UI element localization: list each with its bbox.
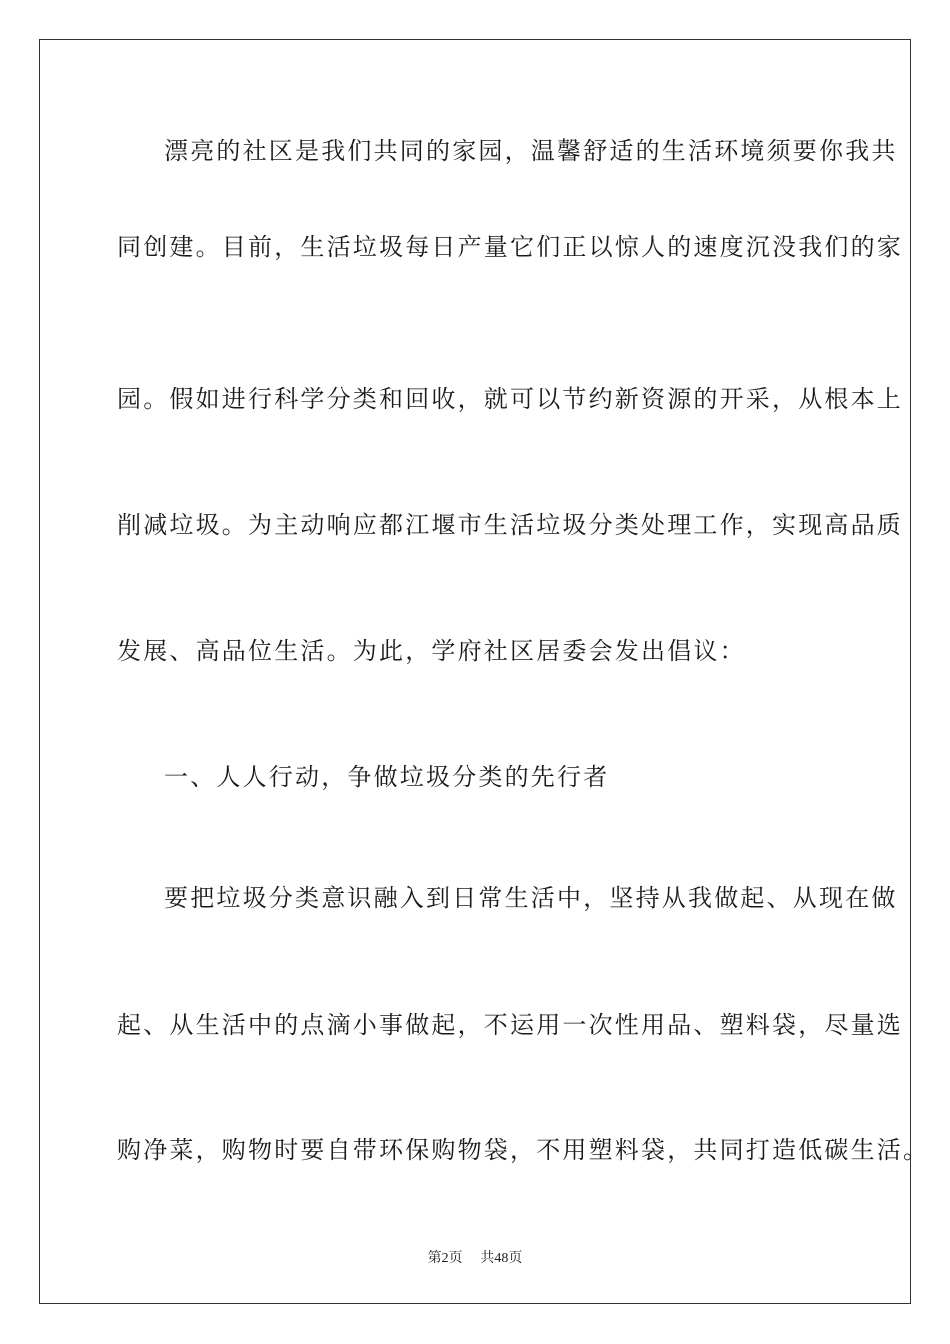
paragraph1-line4: 削减垃圾。为主动响应都江堰市生活垃圾分类处理工作，实现高品质 xyxy=(117,511,903,539)
page-number: 第2页 xyxy=(427,1251,463,1266)
paragraph2-line3: 购净菜，购物时要自带环保购物袋，不用塑料袋，共同打造低碳生活。 xyxy=(117,1136,930,1164)
total-pages: 共48页 xyxy=(480,1251,523,1266)
paragraph1-line1: 漂亮的社区是我们共同的家园，温馨舒适的生活环境须要你我共 xyxy=(164,137,898,165)
paragraph1-line3: 园。假如进行科学分类和回收，就可以节约新资源的开采，从根本上 xyxy=(117,385,903,413)
paragraph2-line1: 要把垃圾分类意识融入到日常生活中，坚持从我做起、从现在做 xyxy=(164,884,898,912)
paragraph1-line5: 发展、高品位生活。为此，学府社区居委会发出倡议： xyxy=(117,637,746,665)
paragraph2-line2: 起、从生活中的点滴小事做起，不运用一次性用品、塑料袋，尽量选 xyxy=(117,1011,903,1039)
section-heading: 一、人人行动，争做垃圾分类的先行者 xyxy=(164,763,610,791)
page-footer xyxy=(0,1249,950,1268)
paragraph1-line2: 同创建。目前，生活垃圾每日产量它们正以惊人的速度沉没我们的家 xyxy=(117,233,903,261)
page-border xyxy=(39,39,930,1304)
